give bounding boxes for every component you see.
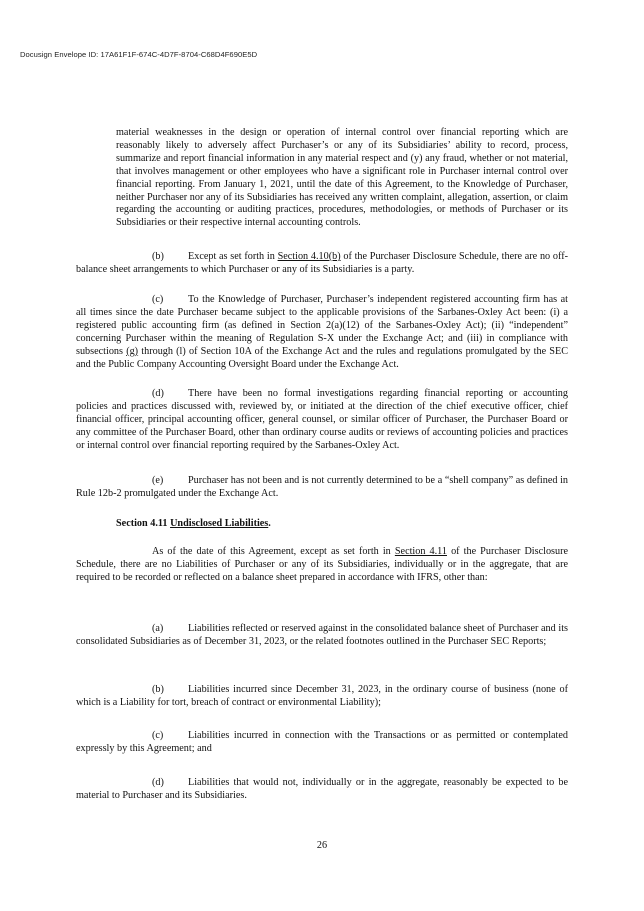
paragraph-text: of the Purchaser Disclosure Schedule, there are no Liabilities of Purchaser or any of its Subsidiaries, individually or in the aggregate, that are required to be recorded or reflected on a balance sheet prepared in accordance with IFRS, other than:: [76, 546, 569, 583]
list-item-label: (d): [152, 777, 164, 788]
paragraph-text: Except as set forth in: [188, 251, 278, 262]
list-item-c: [76, 730, 568, 756]
section-number: Section 4.11: [116, 518, 171, 529]
paragraph-continuation: material weaknesses in the design or operation of internal control over financial reporting which are reasonably likely to adversely affect Purchaser’s or any of its Subsidiaries’ ability to record, process, summarize and report financial information in any material respect and (y) any fraud, whether or not material, that involves management or other employees who have a significant role in Purchaser internal control over financial reporting. From January 1, 2021, until the date of this Agreement, to the Knowledge of Purchaser, neither Purchaser nor any of its Subsidiaries has received any written complaint, allegation, assertion, or claim regarding the accounting or auditing practices, procedures, methodologies, or methods of Purchaser or its Subsidiaries or their respective internal accounting controls.: [116, 127, 568, 229]
paragraph-4-10-b: [76, 251, 568, 277]
subsection-reference: (g): [126, 345, 139, 357]
paragraph-4-10-c: [76, 294, 568, 371]
paragraph-text: As of the date of this Agreement, except as set forth in: [152, 546, 395, 557]
section-reference-link: Section 4.11: [394, 546, 447, 557]
list-item-label: (c): [152, 730, 164, 741]
list-item-text: Liabilities incurred in connection with the Transactions or as permitted or contemplated expressly by this Agreement; and: [76, 730, 568, 754]
list-item-label: (b): [152, 684, 164, 695]
paragraph-4-10-e: [76, 475, 568, 501]
paragraph-text: through (l) of Section 10A of the Exchange Act and the rules and regulations promulgated by the SEC and the Public Company Accounting Oversight Board under the Exchange Act.: [76, 345, 568, 370]
paragraph-label: (d): [152, 388, 164, 399]
list-item-label: (a): [152, 623, 164, 634]
list-item-d: [76, 777, 568, 803]
paragraph-text: To the Knowledge of Purchaser, Purchaser’s independent registered accounting firm has at all times since the date Purchaser became subject to the applicable provisions of the Sarbanes-Oxley Act been: (i) a registered public accounting firm (as defined in Section 2(a)(12) of the Sarbanes-Oxley Act); (ii) “independent” concerning Purchaser within the meaning of Regulation S-X under the Exchange Act; and (iii) in compliance with subsections: [76, 294, 568, 357]
section-heading: [116, 518, 271, 529]
list-item-text: Liabilities incurred since December 31, 2023, in the ordinary course of business (none of which is a Liability for tort, breach of contract or environmental Liability);: [76, 684, 568, 708]
paragraph-label: (e): [152, 475, 164, 486]
list-item-b: [76, 684, 568, 710]
paragraph-text: of the Purchaser Disclosure Schedule, there are no off-balance sheet arrangements to which Purchaser or any of its Subsidiaries is a party.: [76, 251, 568, 275]
section-heading-period: .: [268, 518, 271, 529]
paragraph-text: Purchaser has not been and is not currently determined to be a “shell company” as defined in Rule 12b-2 promulgated under the Exchange Act.: [76, 475, 568, 499]
section-title: Undisclosed Liabilities: [170, 518, 269, 529]
docusign-envelope-id: Docusign Envelope ID: 17A61F1F-674C-4D7F-8704-C68D4F690E5D: [20, 50, 258, 59]
page-number: 26: [316, 840, 328, 851]
list-item-text: Liabilities reflected or reserved against in the consolidated balance sheet of Purchaser and its consolidated Subsidiaries as of December 31, 2023, or the related footnotes outlined in the Purchaser SEC Reports;: [76, 623, 568, 647]
paragraph-label: (b): [152, 251, 164, 262]
paragraph-text: There have been no formal investigations regarding financial reporting or accounting policies and practices discussed with, reviewed by, or initiated at the direction of the chief executive officer, chief financial officer, principal accounting officer, general counsel, or similar officer of Purchaser, the Purchaser Board or any committee of the Purchaser Board, other than ordinary course audits or reviews of accounting policies and practices or internal control over financial reporting required by the Sarbanes-Oxley Act.: [76, 388, 568, 451]
list-item-text: Liabilities that would not, individually or in the aggregate, reasonably be expected to be material to Purchaser and its Subsidiaries.: [76, 777, 568, 801]
paragraph-4-11-intro: [76, 546, 568, 585]
section-reference-link: Section 4.10(b): [277, 251, 341, 262]
paragraph-4-10-d: [76, 388, 568, 453]
paragraph-label: (c): [152, 294, 164, 305]
list-item-a: [76, 623, 568, 649]
